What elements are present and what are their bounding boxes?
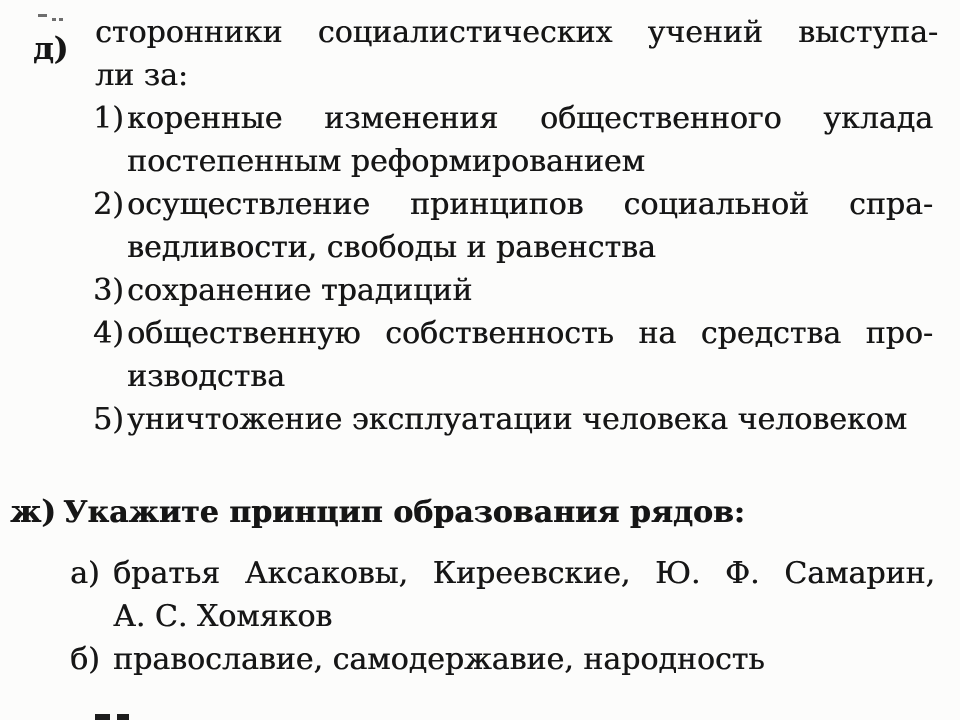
option-text	[127, 269, 933, 312]
option-line: уничтожение эксплуатации человека человеком	[127, 402, 908, 437]
option-line: ведливости, свободы и равенства	[127, 230, 656, 265]
option-line: коренные изменения общественного уклада	[127, 101, 933, 136]
option-line: А. С. Хомяков	[113, 599, 333, 634]
option-number: 1)	[93, 101, 124, 136]
option-row	[70, 638, 938, 681]
question-d-intro-line: сторонники социалистических учений выступа-	[95, 15, 938, 50]
scan-artifact-top	[38, 14, 64, 22]
option-number: 4)	[93, 316, 124, 351]
option-text	[127, 183, 933, 269]
option-line: постепенным реформированием	[127, 144, 645, 179]
option-text	[113, 638, 935, 681]
option-text	[127, 312, 933, 398]
option-line: сохранение традиций	[127, 273, 473, 308]
option-row	[93, 97, 938, 183]
option-line: общественную собственность на средства про-	[127, 316, 933, 351]
question-d-intro-line: ли за:	[95, 58, 188, 93]
question-zh-title: Укажите принцип образования рядов:	[63, 495, 745, 530]
option-number: 3)	[93, 273, 124, 308]
option-row	[93, 398, 938, 441]
option-row	[93, 312, 938, 398]
option-line: братья Аксаковы, Киреевские, Ю. Ф. Самарин,	[113, 556, 935, 591]
option-text	[127, 398, 933, 441]
question-d-intro	[95, 11, 938, 97]
option-text	[113, 552, 935, 638]
option-line: православие, самодержавие, народность	[113, 642, 765, 677]
question-zh-label: ж)	[10, 494, 56, 530]
option-number: 2)	[93, 187, 124, 222]
question-d-label: д)	[33, 31, 69, 67]
option-text	[127, 97, 933, 183]
option-number: 5)	[93, 402, 124, 437]
option-row	[93, 269, 938, 312]
option-line: изводства	[127, 359, 285, 394]
option-letter: а)	[70, 556, 100, 591]
option-line: осуществление принципов социальной спра-	[127, 187, 933, 222]
option-row	[93, 183, 938, 269]
question-d-options	[93, 97, 938, 441]
option-row	[70, 552, 938, 638]
question-zh-options	[70, 552, 938, 681]
scan-artifact-next-line-fragment	[95, 713, 139, 720]
option-letter: б)	[70, 642, 100, 677]
